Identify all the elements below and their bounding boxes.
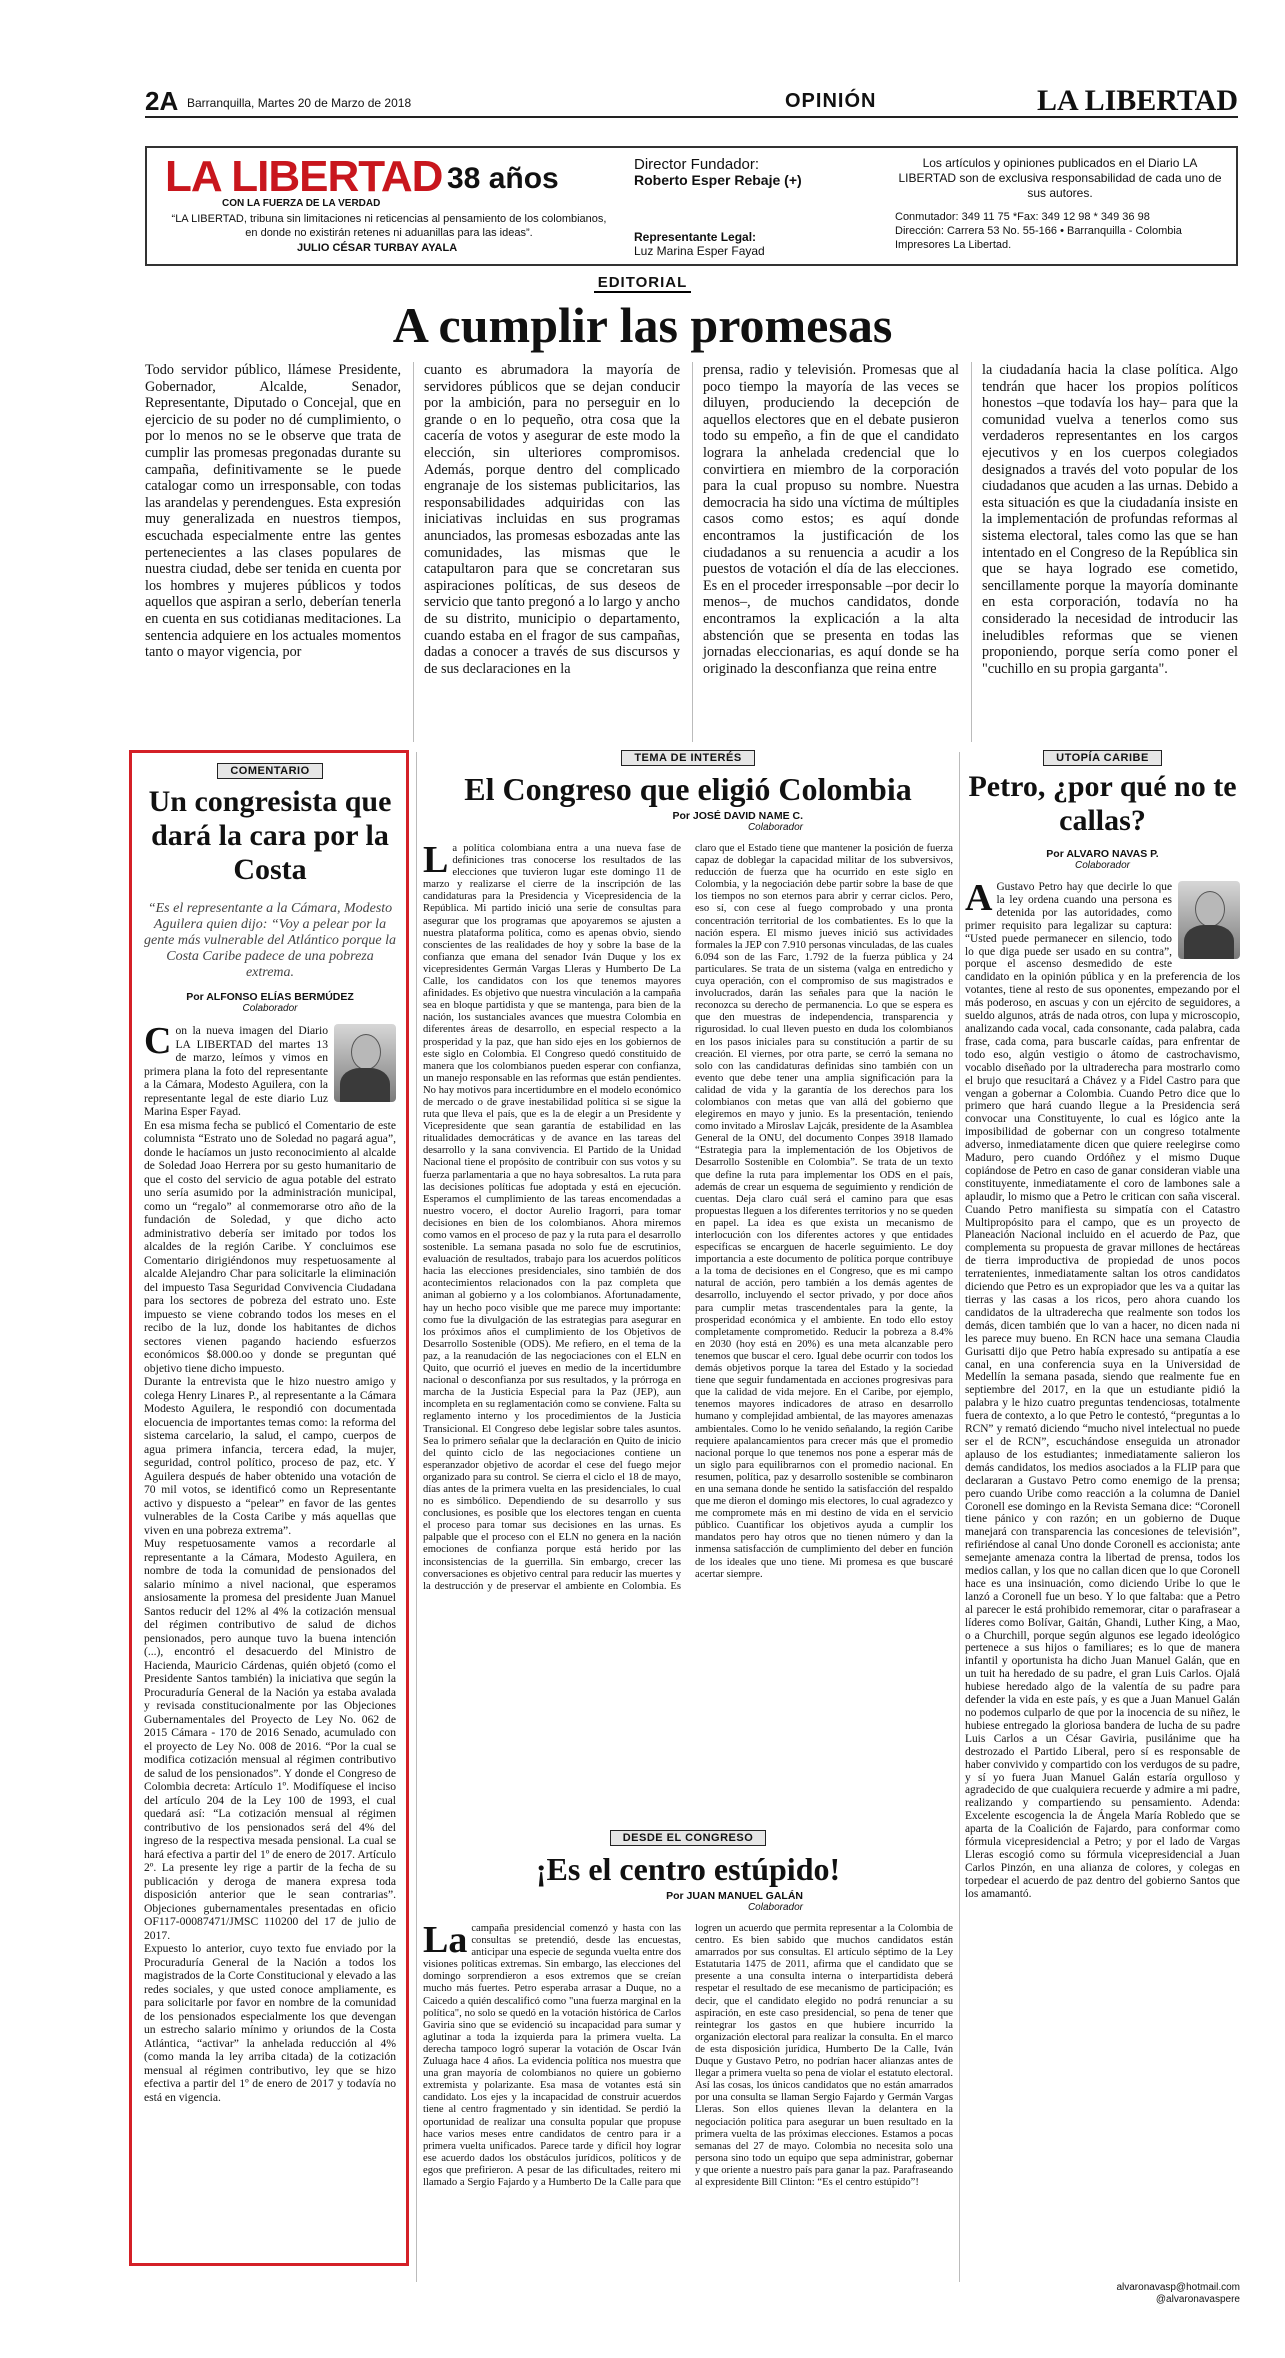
editorial-kicker bbox=[0, 274, 1285, 291]
author-photo bbox=[334, 1024, 396, 1102]
congreso-title[interactable]: ¡Es el centro estúpido! bbox=[535, 1851, 841, 1887]
congreso-body bbox=[423, 1923, 953, 2263]
tema-role: Colaborador bbox=[747, 822, 803, 833]
newspaper-logo[interactable]: LA LIBERTAD bbox=[165, 152, 443, 201]
utopia-title[interactable]: Petro, ¿por qué no te callas? bbox=[968, 770, 1237, 837]
utopia-body bbox=[965, 881, 1240, 2271]
section-name: OPINIÓN bbox=[785, 90, 877, 112]
comentario-role: Colaborador bbox=[242, 1003, 298, 1014]
congreso-role: Colaborador bbox=[747, 1902, 803, 1913]
congreso-article bbox=[423, 1830, 953, 2263]
anniversary-badge: 38 años bbox=[447, 162, 559, 195]
page-header bbox=[145, 78, 1238, 118]
utopia-role: Colaborador bbox=[1074, 860, 1131, 871]
tema-article bbox=[423, 750, 953, 1812]
utopia-author: Por ALVARO NAVAS P. bbox=[1046, 848, 1159, 860]
congreso-text: campaña presidencial comenzó y hasta con las consultas se pretendió, desde las encuestas, anticipar una especie de segunda vuelta entre dos visiones políticas extremas. Sin embargo, las elecciones del domingo sorprendieron a esos extremos que se creían mucho más fuertes. Petro esperaba arrasar a Duque, no a Caicedo a quién descalificó como "una fuerza marginal en la política", no solo se quedó en la votación histórica de Carlos Gaviria sino que se evidenció su incapacidad para sumar y aglutinar a toda la izquierda para la primera vuelta. La derecha tampoco logró superar la votación de Oscar Iván Zuluaga hace 4 años. La evidencia política nos muestra que una gran mayoría de colombianos no quiere un gobierno extremista y polarizante. Esa masa de votantes está sin candidato. Los ejes y la incapacidad de construir acuerdos tiene al centro fragmentado y sin identidad. Se perdió la oportunidad de realizar una consulta popular que propuse hace varios meses entre candidatos de centro para ir a primera vuelta unificados. Parece tarde y difícil hoy lograr ese acuerdo dados los obstáculos jurídicos, políticos y de egos que prefirieron. A pesar de las dificultades, reitero mi llamado a Sergio Fajardo y a Humberto De la Calle para que logren un acuerdo que permita representar a la Colombia de centro. Es bien sabido que muchos candidatos están amarrados por sus consultas. El artículo séptimo de la Ley Estatutaria 1475 de 2011, afirma que el candidato que se presente a una consulta interna o interpartidista deberá respetar el resultado de ese mecanismo de participación; es decir, que el candidato elegido no podrá renunciar a su aspiración, en este caso presidencial, so pena de tener que reintegrar los gastos en que hubiere incurrido la organización electoral para realizar la consulta. En el marco de esta disposición jurídica, Humberto De la Calle, Iván Duque y Gustavo Petro, no podrían hacer alianzas antes de llegar a primera vuelta so pena de violar el estatuto electoral. Así las cosas, los únicos candidatos que no están amarrados por una consulta se llaman Sergio Fajardo y Germán Vargas Lleras. Son ellos quienes llevan la delantera en la negociación política para asegurar un buen resultado en la primera vuelta de las próximas elecciones. Estamos a pocas semanas del 27 de mayo. Colombia no necesita solo una persona sino todo un equipo que sepa administrar, gobernar y que oriente a nuestro país para ganar la paz. Parafraseando al expresidente Bill Clinton: “Es el centro estúpido”! bbox=[423, 1923, 953, 2188]
comentario-body bbox=[144, 1020, 396, 2104]
tema-dropcap: L bbox=[423, 839, 449, 881]
editorial-column-3: prensa, radio y televisión. Promesas que al poco tiempo la mayoría de las veces se diluyen, produciendo la decepción de aquellos electores que en el debate pusieron todo su empeño, a fin de que el candidato lograra la anhelada credencial que lo convirtiera en miembro de la corporación para la cual propuso su nombre. Nuestra democracia ha sido una víctima de múltiples casos como estos; es aquí donde encontramos la justificación de los ciudadanos a su renuencia a acudir a los puestos de votación el día de las elecciones. Es en el proceder irresponsable –por decir lo menos–, de muchos candidatos, donde encontramos la explicación a la alta abstención que se presenta en todas las jornadas eleccionarias, es aquí donde se ha originado la desconfianza que reina entre bbox=[692, 362, 959, 742]
comentario-paragraph: Durante la entrevista que le hizo nuestro amigo y colega Henry Linares P., al representante a la Cámara Modesto Aguilera, le respondió con documentada elocuencia de importantes temas como: la reforma del sistema carcelario, la salud, el campo, cuerpos de agua primera infancia, tercera edad, la mujer, seguridad, control político, proceso de paz, etc. Y Aguilera después de haber obtenido una votación de 70 mil votos, se identificó como un Representante activo y dispuesto a “pelear” en favor de las gentes vulnerables de la Costa Caribe y más aquellas que viven en una pobreza extrema”. bbox=[144, 1375, 396, 1537]
utopia-text: Gustavo Petro hay que decirle lo que la ley ordena cuando una persona es detenida por las autoridades, como primer requisito para legalizar su captura: “Usted puede permanecer en silencio, todo lo que diga puede ser usado en su contra”, porque el ascenso desmedido de este candidato en la opinión pública y en la preferencia de los votantes, tiene al resto de sus oponentes, empezando por el más poderoso, en ascuas y con un ejército de seguidores, a sueldo algunos, atrás de nada otros, con lupa y microscopio, analizando cada vocal, cada consonante, cada palabra, cada frase, cada coma, para buscarle caídas, para enfrentar de todo eso, algún vestigio o átomo de castrochavismo, vocablo diseñado por la ultraderecha para mostrarlo como el brujo que resucitará a Chávez y a Fidel Castro para que vengan a gobernar a Colombia. Cuando Petro dice que lo primero que hará cuando llegue a la Presidencia será convocar una Constituyente, lo cual es lógico ante la imposibilidad de gobernar con un congreso totalmente adverso, inmediatamente dicen que quiere reelegirse como Maduro, pero cuando Ordóñez y el mismo Duque copiándose de Petro en caso de ganar consideran viable una constituyente, inmediatamente el coro de lambones sale a aplaudir, lo mismo que a Petro le critican con saña visceral. Cuando Petro manifiesta su simpatía con el Catastro Multipropósito para el campo, que es un proyecto de Planeación Nacional incluido en el acuerdo de Paz, que complementa su propuesta de gravar millones de hectáreas de tierra improductiva de propiedad de unos pocos terratenientes, inmediatamente saltan los otros candidatos diciendo que Petro es un expropiador que les va a quitar las tierras y las casas a los ricos, pero ahora cuando los candidatos de la ultraderecha que realmente son todos los demás, dicen también que lo van a hacer, no dicen nada ni les parece muy bueno. En RCN hace una semana Claudia Gurisatti dijo que Petro había expresado su antipatía a ese canal, en una conferencia suya en la Universidad de Medellín la semana pasada, siendo que realmente fue en septiembre del 2017, en la que un estudiante pidió la palabra y le hizo cuatro preguntas tendenciosas, totalmente fuera de contexto, a lo que Petro le contestó, “preguntas a lo RCN” y remató diciendo “mucho nivel intelectual no puede ser el de RCN”, escuchándose enseguida un atronador aplauso de los estudiantes; inmediatamente salieron los demás candidatos, los medios asociados a la FLIP para que declararan a Gustavo Petro como enemigo de la prensa; pero cuando Uribe como reacción a la columna de Daniel Coronell ese domingo en la Revista Semana dice: “Coronell tiene pánico y con razón; en un gobierno de Duque manejará con transparencia las concesiones de televisión”, refiriéndose al canal Uno donde Coronell es accionista; ante semejante amenaza contra la libertad de prensa, todos los medios callan, y los que no callan dicen que lo que Coronell hace es una insinuación, como diciendo Uribe lo que le lanzó a Coronell fue un beso. Y lo que faltaba: que a Petro al parecer le está prohibido rememorar, citar o parafrasear a líderes como Bolívar, Gaitán, Ghandi, Luther King, a Mao, o a Churchill, porque según algunos ese legado ideológico pertenece a sus hijos o familiares; es lo que de manera infantil y oportunista ha dicho Juan Manuel Galán, que en un tuit ha heredado de su padre, el gran Luis Carlos. Ojalá hubiese heredado algo de la valentía de su padre para defender la vida en este país, y es que a Juan Manuel Galán no podemos culparlo de que por la inocencia de su niñez, le hubiese entregado la gloriosa bandera de lucha de su padre Luis Carlos a un César Gaviria, pusilánime que ha destrozado el Partido Liberal, pero sí es responsable de haber convivido y compartido con los verdugos de su padre, y sí yo fuera Juan Manuel Galán estaría orgulloso y agradecido de que cualquiera recuerde y admire a mi padre, realizando y compartiendo su pensamiento. Adenda: Excelente escogencia la de Ángela María Robledo que se aparta de la Coalición de Fajardo, para conformar como fórmula vicepresidencial a Petro; y por el lado de Vargas Lleras escogió como su fórmula vicepresidencial a Juan Carlos Pinzón, en una alianza de colores, y colegas en torpedear el acuerdo de paz dentro del gobierno Santos que los amamantó. bbox=[965, 881, 1240, 1900]
logo-tagline: CON LA FUERZA DE LA VERDAD bbox=[222, 198, 381, 209]
comentario-paragraph: on la nueva imagen del Diario LA LIBERTAD del martes 13 de marzo, leímos y vimos en primera plana la foto del representante a la Cámara, Modesto Aguilera, con la representante legal de este diario Luz Marina Esper Fayad. bbox=[144, 1024, 328, 1118]
author-twitter[interactable]: @alvaronavaspere bbox=[1155, 2294, 1240, 2305]
legal-rep-name: Luz Marina Esper Fayad bbox=[634, 244, 765, 258]
editorial-kicker-label: EDITORIAL bbox=[594, 274, 692, 293]
author-photo bbox=[1178, 881, 1240, 959]
newspaper-brand[interactable]: LA LIBERTAD bbox=[1037, 84, 1238, 117]
tema-text: a política colombiana entra a una nueva fase de definiciones tras conocerse los resultados de las elecciones que tuvieron lugar este domingo 11 de marzo y realizarse el cierre de la inscripción de las candidaturas para la Presidencia y Vicepresidencia de la República. Mi partido inició una serie de consultas para asegurar que los programas que apoyaremos se ajusten a nuestra plataforma política, como es apenas obvio, siendo conscientes de las realidades de hoy y sobre la base de la confianza que emana del senador Iván Duque y los ex vicepresidentes Germán Vargas Lleras y Humberto De La Calle, los candidatos con los que tenemos mayores afinidades. Es objetivo que nuestra vinculación a la campaña sea en bloque partidista y que se mantenga, para bien de la nación, los sustanciales avances que muestra Colombia en diferentes áreas de desarrollo, en especial respecto a la prosperidad y la paz, que han sido ejes en los gobiernos de este siglo en Colombia. El Congreso quedó constituido de manera que los colombianos pueden esperar con confianza, un manejo responsable en las reformas que están pendientes. No hay motivos para incertidumbre en el modelo económico de mercado o de grave inestabilidad política si se sigue la ruta que lleva el país, que es la de elegir a un Presidente y Vicepresidente que sean garantía de estabilidad en las ritualidades democráticas y de avance en las tareas del desarrollo y la sana convivencia. El Partido de la Unidad Nacional tiene el propósito de contribuir con sus votos y su fuerza parlamentaria a que no haya sobresaltos. La ruta para las decisiones políticas fue adoptada y está en ejecución. Esperamos el cumplimiento de las tareas encomendadas a nuestro vocero, el doctor Aurelio Iragorri, para tomar decisiones en bien de los colombianos. Ahora miremos como vamos en el proceso de paz y la ruta para el desarrollo sostenible. La semana pasada no solo fue de escrutinios, evaluación de resultados, trabajo para los acuerdos políticos hacia las elecciones presidenciales, sino también de dos acontecimientos relacionados con la paz completa que animan al gobierno y a los colombianos. Afortunadamente, hay un hecho poco visible que me parece muy importante: como fue la divulgación de las estrategias para asegurar en los próximos años el cumplimiento de los Objetivos de Desarrollo Sostenible (ODS). Me refiero, en el tema de la paz, a la reanudación de las negociaciones con el ELN en Quito, que ocurrió el jueves en medio de la incertidumbre nacional o desconfianza por sus resultados, y la prórroga en marcha de la Justicia Especial para la Paz (JEP), aun incompleta en su reglamentación como se conviene. Falta su reglamento interno y los procedimientos de la Justicia Transicional. El Congreso debe legislar sobre tales asuntos. Sea lo primero señalar que la declaración en Quito de inicio del quinto ciclo de las negociaciones contiene un esperanzador objetivo de acordar el cese del fuego mejor organizado para su control. Se cierra el ciclo el 18 de mayo, días antes de la primera vuelta en las presidenciales, lo cual no es simbólico. Dependiendo de su desarrollo y sus conclusiones, es posible que los electores tengan en cuenta el proceso para tomar sus decisiones en las urnas. Es palpable que el proceso con el ELN no genera en la nación emociones de confianza porque está herido por las inconsistencias de la guerrilla. Sin embargo, crecer las conversaciones es objetivo central para reducir las muertes y la destrucción y de preservar el ambiente en Colombia. Es claro que el Estado tiene que mantener la posición de fuerza capaz de doblegar la capacidad militar de los subversivos, reducción de fuerza que ha ocurrido en este siglo en Colombia, y la negociación debe partir sobre la base de que los tiempos no son eternos para abrir y cerrar ciclos. Pero, eso sí, con cese al fuego comprobado y una pronta concentración territorial de los combatientes. Es lo que la nación espera. El mismo jueves inició sus actividades formales la JEP con 7.910 personas vinculadas, de las cuales 6.094 son de las Farc, 1.792 de la fuerza pública y 24 particulares. Se trata de un sistema (valga en entredicho y cuya operación, con el compromiso de sus magistrados e involucrados, darán las señales para que la nación le reconozca su derecho de permanencia. Lo que se espera es que den muestras de independencia, transparencia y rigurosidad. lo cual lleven puesto en duda los colombianos en los pasos iniciales para su constitución a partir de su creación. El viernes, por otra parte, se cerró la semana no solo con las candidaturas definidas sino también con un evento que debe tener una amplia significación para la calidad de vida y la garantía de los derechos para los colombianos con metas que van allá del gobierno que elegiremos en mayo y junio. Es la presentación, teniendo como invitado a Miroslav Lajcák, presidente de la Asamblea General de la ONU, del documento Conpes 3918 llamado “Estrategia para la implementación de los Objetivos de Desarrollo Sostenible en Colombia”. Se trata de un texto que define la ruta para implementar los ODS en el país, además de crear un esquema de seguimiento y rendición de cuentas. Deja claro cuál será el camino para que esas propuestas lleguen a los diferentes territorios y no se queden en papel. La idea es que exista un mecanismo de interlocución con los diferentes actores y que entidades específicas se encarguen de hacerle seguimiento. Le doy importancia a este documento de política porque contribuye a la toma de decisiones en el Congreso, que es mi campo natural de acción, pero también a los demás agentes de desarrollo, incluyendo el sector privado, y por doce años para cumplir metas trascendentales para la gente, la prosperidad económica y el ambiente. En todo ello estoy completamente comprometido. Reducir la pobreza a 8.4% en 2030 (hoy está en 20%) es una meta alcanzable pero tenemos que buscar el cero. Igual debe ocurrir con todos los demás objetivos porque la tarea del Estado y la sociedad tiene que seguir fundamentada en acciones progresivas para que la calidad de vida mejore. En el Caribe, por ejemplo, tenemos mayores indicadores de atraso en desarrollo humano y complejidad ambiental, de las mayores amenazas ambientales. Como lo he venido señalando, la región Caribe requiere apalancamientos para crecer más que el promedio nacional porque lo que tenemos nos pone a esperar más de un siglo para equilibrarnos con el promedio nacional. En resumen, política, paz y desarrollo sostenible se combinaron en una semana donde he sentido la satisfacción del respaldo que me dieron el domingo mis electores, lo cual agradezco y me compromete más en mi destino de vida en el servicio público. Cuantificar los objetivos ayuda a cumplir los mandatos pero hay otros que no tienen número y dan la inmensa satisfacción de cumplimiento del deber en función de los ideales que uno tiene. Mi promesa es que buscaré acertar siempre. bbox=[423, 843, 953, 1592]
comentario-author: Por ALFONSO ELÍAS BERMÚDEZ bbox=[186, 991, 354, 1003]
editorial-body bbox=[145, 362, 1238, 742]
utopia-dropcap: A bbox=[965, 881, 993, 919]
comentario-kicker: COMENTARIO bbox=[217, 763, 322, 779]
comentario-paragraph: Muy respetuosamente vamos a recordarle al representante a la Cámara, Modesto Aguilera, en nombre de toda la comunidad de pensionados del salario mínimo a nivel nacional, que esperamos ansiosamente la promesa del presidente Juan Manuel Santos reducir del 12% al 4% la cotización mensual del régimen contributivo de salud de dichos pensionados, pero aunque tuvo la buena intención (...), encontró el desacuerdo del Ministro de Hacienda, Mauricio Cárdenas, quién objetó (como el Presidente Santos también) la iniciativa que según la Procuraduría General de la Nación ya estaba avalada y revisada constitucionalmente por las Objeciones Gubernamentales del Proyecto de Ley No. 062 de 2015 Cámara - 170 de 2016 Senado, acumulado con el proyecto de Ley No. 008 de 2016. “Por la cual se modifica cotización mensual al régimen contributivo de salud de los pensionados”. Y donde el Congreso de Colombia decreta: Artículo 1º. Modifíquese el inciso del artículo 204 de la Ley 100 de 1993, el cual quedará así: “La cotización mensual al régimen contributivo de los pensionados será del 4% del ingreso de la respectiva mesada pensional. La cual se hará efectiva a partir del 1º de enero de 2017. Artículo 2º. La presente ley rige a partir de la fecha de su publicación y deroga de manera expresa toda disposición anterior que le sean contrarias”. Objeciones gubernamentales presentadas en oficio OF117-00087471/JMSC 110200 del 17 de julio de 2017. bbox=[144, 1537, 396, 1942]
editorial-column-4: la ciudadanía hacia la clase política. Algo tendrán que hacer los propios políticos honestos –que todavía los hay– para que la comunidad vuelva a tenerlos como sus verdaderos representantes en los cargos ejecutivos y en los cuerpos colegiados designados a través del voto popular de los ciudadanos que acuden a las urnas. Debido a esta situación es que la ciudadanía insiste en la implementación de profundas reformas al sistema electoral, tales como las que se han intentado en el Congreso de la República sin que se haya logrado ese cometido, sencillamente porque la mayoría dominante en esta corporación, todavía no ha considerado la necesidad de introducir las ineludibles reformas que se vienen proponiendo, porque sería como poner el "cuchillo en su propia garganta". bbox=[971, 362, 1238, 742]
contact-phone[interactable]: Conmutador: 349 11 75 *Fax: 349 12 98 * 349 36 98 bbox=[895, 211, 1150, 223]
contact-info bbox=[895, 210, 1235, 252]
masthead-box bbox=[145, 146, 1238, 266]
legal-rep-label: Representante Legal: bbox=[634, 230, 757, 244]
contact-printer: Impresores La Libertad. bbox=[895, 239, 1012, 251]
comentario-lead: “Es el representante a la Cámara, Modesto Aguilera quien dijo: “Voy a pelear por la gente más vulnerable del Atlántico porque la Costa Caribe padece de una pobreza extrema. bbox=[144, 901, 396, 980]
editorial-column-2: cuanto es abrumadora la mayoría de servidores públicos que se dejan conducir por la ambición, para no perseguir en lo grande o en lo pequeño, otra cosa que la cacería de votos y asegurar de este modo la elección, sin ulteriores compromisos. Además, porque dentro del complicado engranaje de los sistemas publicitarios, las responsabilidades adquiridas con las iniciativas incluidas en sus programas anunciados, las promesas esbozadas ante las comunidades, las mismas que le catapultaron para que se concretaran sus aspiraciones políticas, de sus deseos de servicio que tanto pregonó a lo largo y ancho de su distrito, municipio o departamento, cuando estaba en el fragor de sus campañas, dadas a conocer a través de sus discursos y de sus declaraciones en la bbox=[413, 362, 680, 742]
opinion-disclaimer: Los artículos y opiniones publicados en el Diario LA LIBERTAD son de exclusiva responsabilidad de cada uno de sus autores. bbox=[898, 156, 1222, 200]
director-name: Roberto Esper Rebaje (+) bbox=[634, 172, 802, 188]
comentario-article bbox=[129, 750, 409, 2266]
comentario-byline bbox=[144, 991, 396, 1014]
congreso-author: Por JUAN MANUEL GALÁN bbox=[666, 1890, 803, 1902]
column-divider bbox=[959, 752, 960, 2282]
tema-kicker: TEMA DE INTERÉS bbox=[621, 750, 754, 766]
congreso-byline bbox=[423, 1890, 953, 1913]
tema-body bbox=[423, 839, 953, 1593]
column-divider bbox=[416, 752, 417, 2282]
comentario-dropcap: C bbox=[144, 1020, 172, 1062]
editorial-title[interactable]: A cumplir las promesas bbox=[392, 297, 893, 353]
congreso-dropcap: La bbox=[423, 1923, 468, 1961]
utopia-kicker: UTOPÍA CARIBE bbox=[1043, 750, 1162, 766]
tema-author: Por JOSÉ DAVID NAME C. bbox=[672, 810, 803, 822]
comentario-paragraph: En esa misma fecha se publicó el Comentario de este columnista “Estrato uno de Soledad no pagará agua”, donde le hacíamos un justo reconocimiento al alcalde de Soledad Joao Herrera por su gesto humanitario de que el costo del servicio de agua potable del estrato uno sería asumido por la administración municipal, como un “regalo” al conmemorarse otro año de la fundación de Soledad, y que dicho acto administrativo debería ser imitado por todos los alcaldes de la región Caribe. Y concluimos ese Comentario dirigiéndonos muy respetuosamente al alcalde Alejandro Char para solicitarle la eliminación del impuesto Tasa Seguridad Convivencia Ciudadana para los sectores de pobreza del estrato uno. Este impuesto se viene cobrando todos los meses en el recibo de la luz, donde los habitantes de dichos sectores vienen pagando haciendo esfuerzos económicos $8.000.oo y donde se preguntan qué objetivo tiene dicho impuesto. bbox=[144, 1118, 396, 1375]
contact-address: Dirección: Carrera 53 No. 55-166 • Barranquilla - Colombia bbox=[895, 225, 1182, 237]
director-label: Director Fundador: bbox=[634, 156, 760, 173]
utopia-byline bbox=[965, 848, 1240, 871]
page-number: 2A bbox=[145, 86, 179, 116]
congreso-kicker: DESDE EL CONGRESO bbox=[610, 1830, 767, 1846]
author-contact bbox=[1060, 2282, 1240, 2306]
author-email[interactable]: alvaronavasp@hotmail.com bbox=[1116, 2282, 1240, 2293]
comentario-title[interactable]: Un congresista que dará la cara por la Costa bbox=[148, 785, 392, 886]
comentario-paragraph: Expuesto lo anterior, cuyo texto fue enviado por la Procuraduría General de la Nación a todos los magistrados de la Corte Constitucional y elevado a las redes sociales, y que usted conoce ampliamente, es para solicitarle por favor en nombre de la comunidad de los pensionados especialmente los que devengan un estrecho salario mínimo y oriundos de la Costa Atlántica, “activar” la anhelada reducción al 4% (como manda la ley arriba citada) de la cotización mensual al régimen contributivo, ley que se hizo efectiva a partir del 1º de enero de 2017 y todavía no está en vigencia. bbox=[144, 1942, 396, 2104]
utopia-article bbox=[965, 750, 1240, 2310]
masthead-quote: “LA LIBERTAD, tribuna sin limitaciones ni reticencias al pensamiento de los colombianos, en donde no existirán retenes ni aduanillas para las ideas”. bbox=[171, 213, 607, 239]
editorial-column-1: Todo servidor público, llámese Presidente, Gobernador, Alcalde, Senador, Representante, Diputado o Concejal, que en ejercicio de su poder no dé cumplimiento, o por lo menos no se le observe que trata de cumplir las promesas pregonadas durante su campaña, definitivamente se le puede catalogar como un irresponsable, con todas las arandelas y perendengues. Esta expresión muy generalizada en nuestros tiempos, escuchada especialmente entre las gentes pertenecientes a las clases populares de nuestra ciudad, debe ser tenida en cuenta por los hombres y mujeres públicos y todos aquellos que aspiran a serlo, deberían tenerla en cuenta en sus cotidianas meditaciones. La sentencia adquiere en los actuales momentos tanto o mayor vigencia, por bbox=[145, 362, 401, 661]
tema-byline bbox=[423, 810, 953, 833]
dateline: Barranquilla, Martes 20 de Marzo de 2018 bbox=[187, 96, 412, 110]
tema-title[interactable]: El Congreso que eligió Colombia bbox=[464, 771, 912, 807]
quote-author: JULIO CÉSAR TURBAY AYALA bbox=[297, 242, 458, 254]
